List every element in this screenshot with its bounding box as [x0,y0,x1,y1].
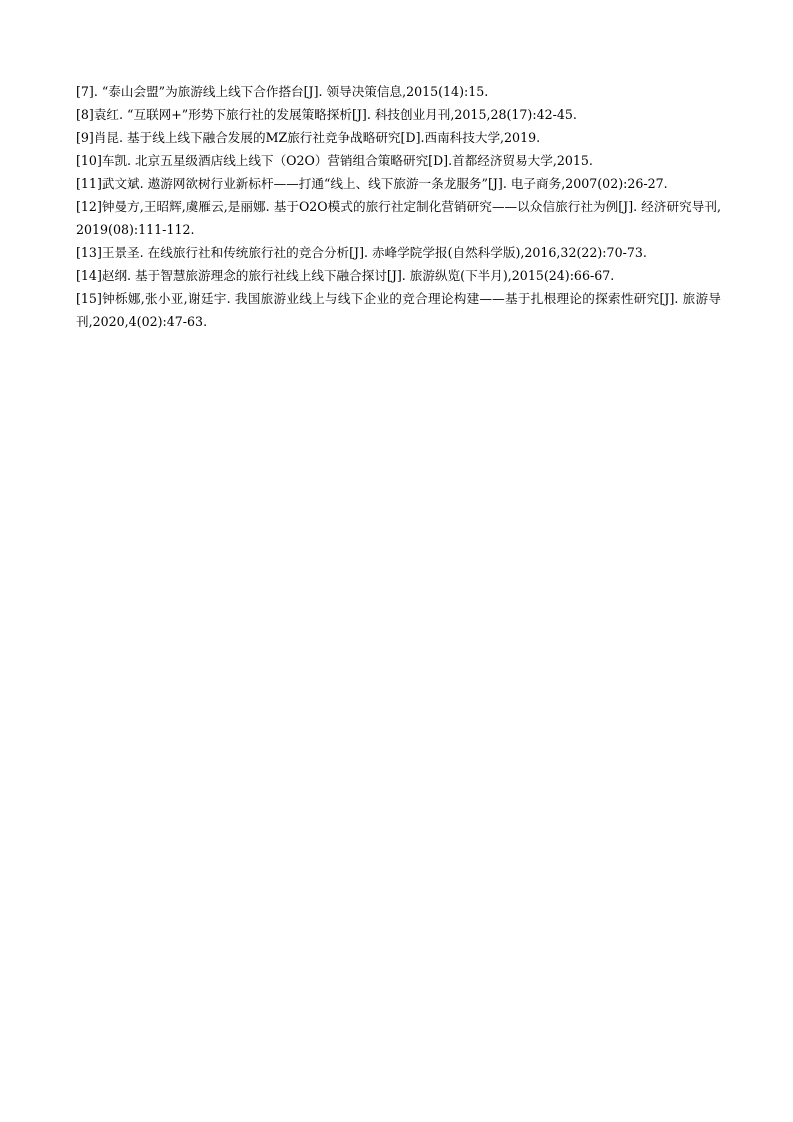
reference-list [76,80,721,333]
reference-item-11: [11]武文斌. 遨游网欲树行业新标杆——打通“线上、线下旅游一条龙服务”[J]. 电子商务,2007(02):26-27. [76,176,668,191]
reference-item-7: [7]. “泰山会盟”为旅游线上线下合作搭台[J]. 领导决策信息,2015(14):15. [76,84,489,99]
reference-item-10: [10]车凯. 北京五星级酒店线上线下（O2O）营销组合策略研究[D].首都经济贸易大学,2015. [76,153,593,168]
reference-item-15: [15]钟栎娜,张小亚,谢廷宇. 我国旅游业线上与线下企业的竞合理论构建——基于扎根理论的探索性研究[J]. 旅游导刊,2020,4(02):47-63. [76,291,721,329]
reference-item-13: [13]王景圣. 在线旅行社和传统旅行社的竞合分析[J]. 赤峰学院学报(自然科学版),2016,32(22):70-73. [76,245,647,260]
reference-item-14: [14]赵纲. 基于智慧旅游理念的旅行社线上线下融合探讨[J]. 旅游纵览(下半月),2015(24):66-67. [76,268,615,283]
reference-item-12: [12]钟曼方,王昭辉,虞雁云,是丽娜. 基于O2O模式的旅行社定制化营销研究——以众信旅行社为例[J]. 经济研究导刊,2019(08):111-112. [76,199,721,237]
reference-item-9: [9]肖昆. 基于线上线下融合发展的MZ旅行社竞争战略研究[D].西南科技大学,2019. [76,130,541,145]
reference-item-8: [8]袁红. “互联网+”形势下旅行社的发展策略探析[J]. 科技创业月刊,2015,28(17):42-45. [76,107,577,122]
